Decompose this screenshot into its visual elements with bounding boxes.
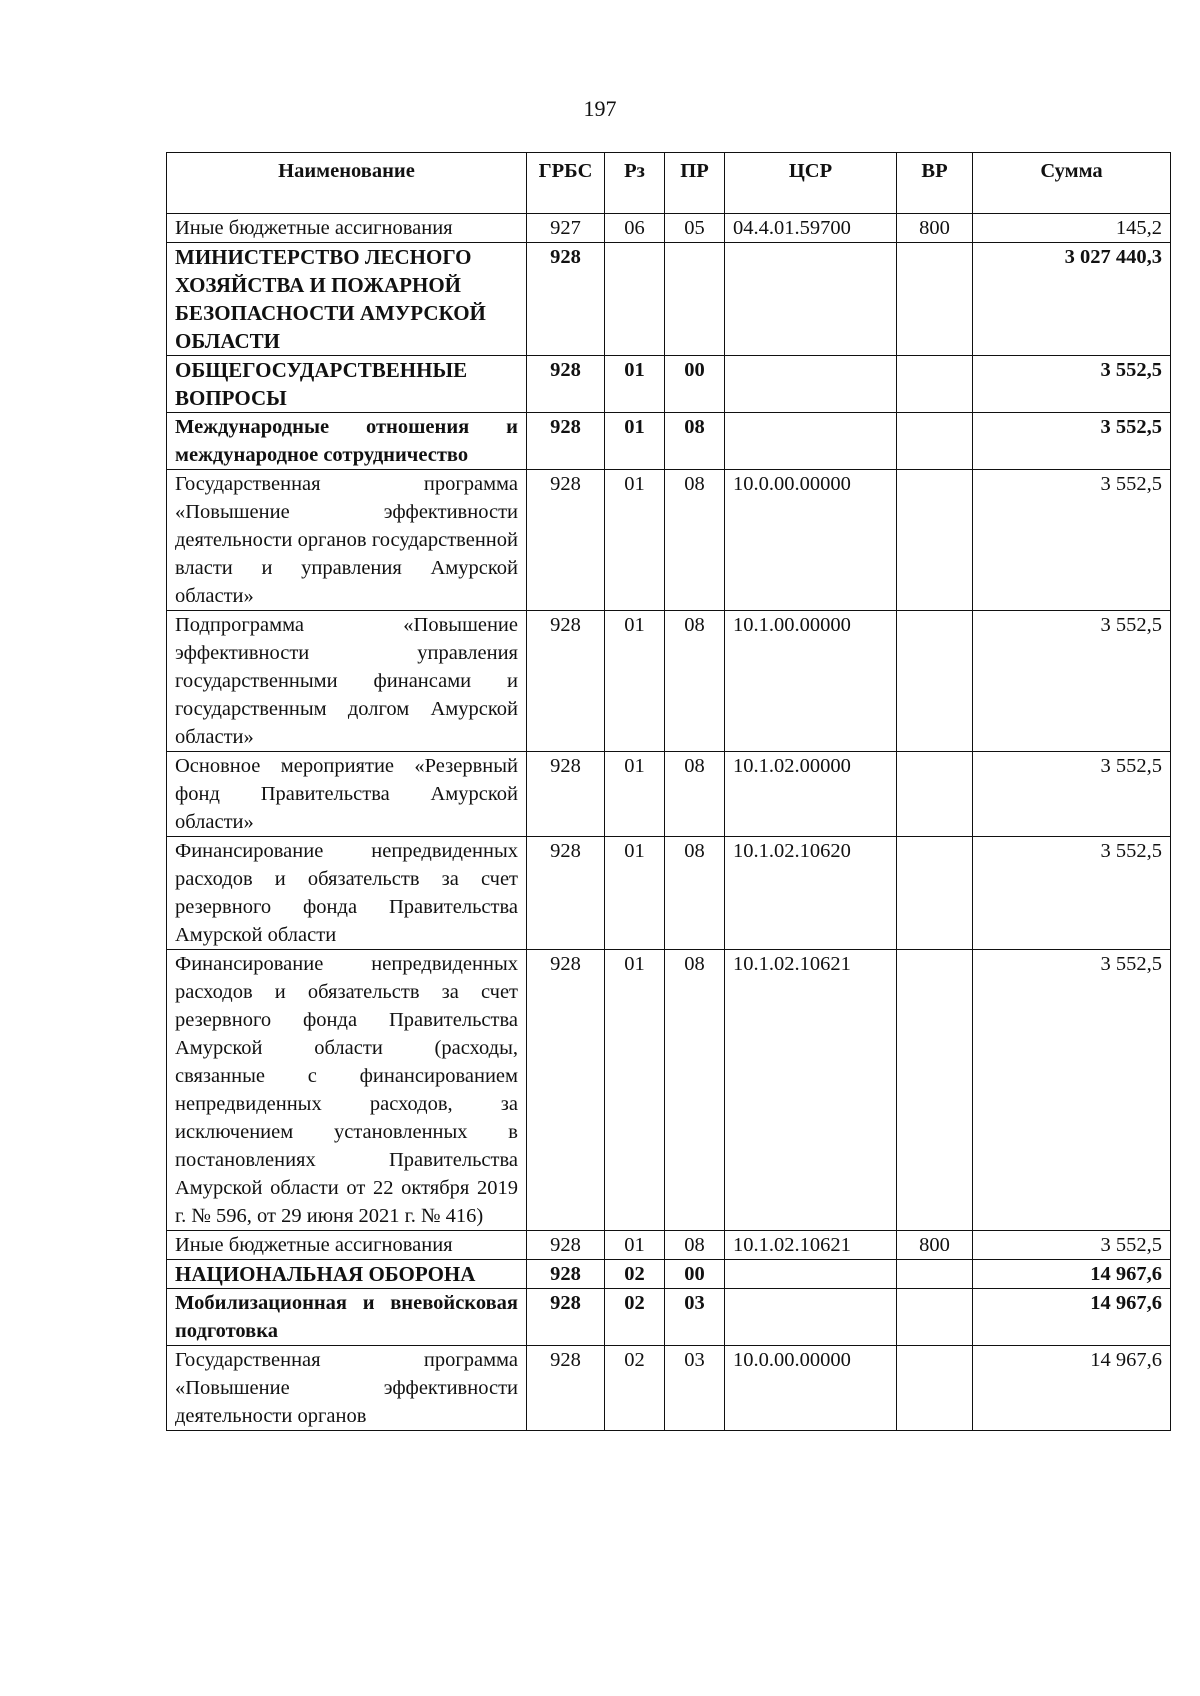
cell-sum: 3 552,5: [973, 752, 1171, 837]
cell-pr: 08: [665, 950, 725, 1231]
cell-grbs: 928: [527, 611, 605, 752]
cell-pr: 00: [665, 356, 725, 413]
cell-sum: 145,2: [973, 214, 1171, 243]
cell-pr: 05: [665, 214, 725, 243]
cell-csr: 10.1.02.10620: [725, 837, 897, 950]
cell-grbs: 928: [527, 950, 605, 1231]
cell-vr: [897, 356, 973, 413]
budget-table: [166, 152, 1171, 1431]
cell-rz: 02: [605, 1346, 665, 1431]
cell-name: Финансирование непредвиденных расходов и обязательств за счет резервного фонда Правительства Амурской области: [167, 837, 527, 950]
cell-rz: 01: [605, 470, 665, 611]
cell-pr: 08: [665, 752, 725, 837]
cell-vr: 800: [897, 214, 973, 243]
column-header-name: Наименование: [167, 153, 527, 214]
column-header-grbs: ГРБС: [527, 153, 605, 214]
cell-sum: 3 552,5: [973, 1231, 1171, 1260]
cell-pr: 08: [665, 837, 725, 950]
cell-rz: 01: [605, 837, 665, 950]
cell-csr: [725, 413, 897, 470]
cell-rz: 01: [605, 1231, 665, 1260]
cell-vr: [897, 950, 973, 1231]
column-header-sum: Сумма: [973, 153, 1171, 214]
cell-vr: 800: [897, 1231, 973, 1260]
cell-sum: 3 552,5: [973, 837, 1171, 950]
cell-vr: [897, 1346, 973, 1431]
cell-name: Государственная программа «Повышение эффективности деятельности органов государственной власти и управления Амурской области»: [167, 470, 527, 611]
cell-csr: 10.1.00.00000: [725, 611, 897, 752]
cell-pr: 08: [665, 611, 725, 752]
column-header-vr: ВР: [897, 153, 973, 214]
cell-csr: 10.1.02.10621: [725, 1231, 897, 1260]
cell-name: НАЦИОНАЛЬНАЯ ОБОРОНА: [167, 1260, 527, 1289]
cell-csr: 10.0.00.00000: [725, 1346, 897, 1431]
cell-grbs: 928: [527, 752, 605, 837]
cell-csr: [725, 356, 897, 413]
table-header-row: [167, 153, 1171, 214]
cell-sum: 3 552,5: [973, 356, 1171, 413]
cell-rz: 02: [605, 1260, 665, 1289]
cell-sum: 3 027 440,3: [973, 243, 1171, 356]
cell-rz: 01: [605, 356, 665, 413]
cell-grbs: 928: [527, 1231, 605, 1260]
cell-name: Мобилизационная и вневойсковая подготовка: [167, 1289, 527, 1346]
cell-rz: 01: [605, 413, 665, 470]
cell-grbs: 928: [527, 1260, 605, 1289]
cell-vr: [897, 611, 973, 752]
cell-sum: 14 967,6: [973, 1289, 1171, 1346]
cell-grbs: 927: [527, 214, 605, 243]
cell-vr: [897, 752, 973, 837]
cell-grbs: 928: [527, 1289, 605, 1346]
cell-pr: 00: [665, 1260, 725, 1289]
table-row: [167, 837, 1171, 950]
cell-grbs: 928: [527, 413, 605, 470]
column-header-csr: ЦСР: [725, 153, 897, 214]
table-row: [167, 214, 1171, 243]
cell-name: ОБЩЕГОСУДАРСТВЕННЫЕ ВОПРОСЫ: [167, 356, 527, 413]
table-row: [167, 1231, 1171, 1260]
cell-vr: [897, 243, 973, 356]
cell-rz: 06: [605, 214, 665, 243]
cell-vr: [897, 1289, 973, 1346]
cell-csr: 10.1.02.10621: [725, 950, 897, 1231]
cell-csr: [725, 243, 897, 356]
table-row: [167, 356, 1171, 413]
cell-csr: 10.1.02.00000: [725, 752, 897, 837]
cell-vr: [897, 837, 973, 950]
cell-name: Иные бюджетные ассигнования: [167, 214, 527, 243]
cell-pr: 08: [665, 413, 725, 470]
cell-csr: [725, 1289, 897, 1346]
cell-csr: 04.4.01.59700: [725, 214, 897, 243]
table-row: [167, 243, 1171, 356]
cell-rz: 02: [605, 1289, 665, 1346]
cell-csr: 10.0.00.00000: [725, 470, 897, 611]
cell-rz: 01: [605, 752, 665, 837]
cell-rz: [605, 243, 665, 356]
cell-grbs: 928: [527, 243, 605, 356]
cell-sum: 3 552,5: [973, 470, 1171, 611]
cell-pr: 08: [665, 470, 725, 611]
page-number: 197: [583, 96, 617, 121]
cell-sum: 14 967,6: [973, 1260, 1171, 1289]
table-row: [167, 950, 1171, 1231]
table-row: [167, 413, 1171, 470]
table-row: [167, 1346, 1171, 1431]
cell-sum: 3 552,5: [973, 413, 1171, 470]
table-row: [167, 1289, 1171, 1346]
table-row: [167, 470, 1171, 611]
cell-vr: [897, 1260, 973, 1289]
table-row: [167, 752, 1171, 837]
cell-name: Финансирование непредвиденных расходов и обязательств за счет резервного фонда Правительства Амурской области (расходы, связанные с финансированием непредвиденных расходов, за исключением установленных в постановлениях Правительства Амурской области от 22 октября 2019 г. № 596, от 29 июня 2021 г. № 416): [167, 950, 527, 1231]
cell-pr: 03: [665, 1289, 725, 1346]
cell-name: Государственная программа «Повышение эффективности деятельности органов: [167, 1346, 527, 1431]
cell-csr: [725, 1260, 897, 1289]
cell-name: МИНИСТЕРСТВО ЛЕСНОГО ХОЗЯЙСТВА И ПОЖАРНОЙ БЕЗОПАСНОСТИ АМУРСКОЙ ОБЛАСТИ: [167, 243, 527, 356]
cell-sum: 14 967,6: [973, 1346, 1171, 1431]
table-row: [167, 1260, 1171, 1289]
cell-rz: 01: [605, 611, 665, 752]
cell-grbs: 928: [527, 470, 605, 611]
cell-vr: [897, 470, 973, 611]
cell-pr: 08: [665, 1231, 725, 1260]
cell-pr: 03: [665, 1346, 725, 1431]
cell-name: Основное мероприятие «Резервный фонд Правительства Амурской области»: [167, 752, 527, 837]
cell-name: Иные бюджетные ассигнования: [167, 1231, 527, 1260]
cell-name: Подпрограмма «Повышение эффективности управления государственными финансами и государственным долгом Амурской области»: [167, 611, 527, 752]
cell-rz: 01: [605, 950, 665, 1231]
column-header-rz: Рз: [605, 153, 665, 214]
cell-grbs: 928: [527, 1346, 605, 1431]
cell-pr: [665, 243, 725, 356]
table-row: [167, 611, 1171, 752]
cell-name: Международные отношения и международное сотрудничество: [167, 413, 527, 470]
cell-sum: 3 552,5: [973, 611, 1171, 752]
cell-grbs: 928: [527, 356, 605, 413]
cell-vr: [897, 413, 973, 470]
cell-sum: 3 552,5: [973, 950, 1171, 1231]
cell-grbs: 928: [527, 837, 605, 950]
column-header-pr: ПР: [665, 153, 725, 214]
